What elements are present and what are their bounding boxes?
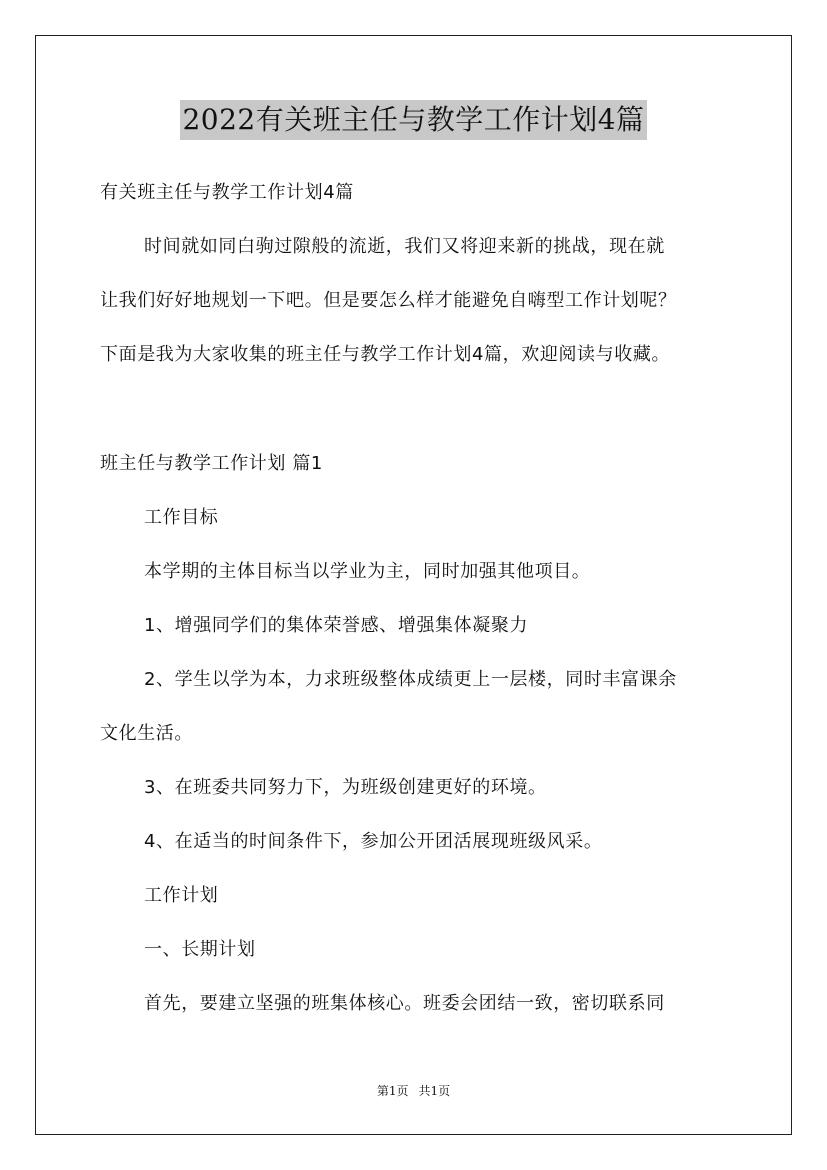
document-title: 2022有关班主任与教学工作计划4篇 — [180, 100, 646, 140]
intro-line-2: 让我们好好地规划一下吧。但是要怎么样才能避免自嗨型工作计划呢？ — [100, 290, 677, 311]
body-line-work-goal: 工作目标 — [144, 507, 219, 528]
body-line-main-goal: 本学期的主体目标当以学业为主，同时加强其他项目。 — [144, 561, 591, 582]
body-line-item-4: 4、在适当的时间条件下，参加公开团活展现班级风采。 — [144, 831, 603, 852]
document-subtitle: 有关班主任与教学工作计划4篇 — [100, 182, 354, 203]
intro-line-3: 下面是我为大家收集的班主任与教学工作计划4篇，欢迎阅读与收藏。 — [100, 344, 671, 365]
body-line-item-3: 3、在班委共同努力下，为班级创建更好的环境。 — [144, 777, 547, 798]
section-heading: 班主任与教学工作计划 篇1 — [100, 453, 323, 474]
body-line-long-term: 一、长期计划 — [144, 939, 256, 960]
body-line-item-2: 2、学生以学为本，力求班级整体成绩更上一层楼，同时丰富课余 — [144, 669, 677, 690]
body-line-work-plan: 工作计划 — [144, 885, 219, 906]
body-line-item-1: 1、增强同学们的集体荣誉感、增强集体凝聚力 — [144, 615, 529, 636]
footer-page-total: 共1页 — [418, 1084, 451, 1098]
body-line-first: 首先，要建立坚强的班集体核心。班委会团结一致，密切联系同 — [144, 993, 665, 1014]
intro-line-1: 时间就如同白驹过隙般的流逝，我们又将迎来新的挑战，现在就 — [144, 236, 665, 257]
body-line-item-2-cont: 文化生活。 — [100, 723, 193, 744]
page-footer — [0, 1083, 827, 1099]
footer-page-current: 第1页 — [376, 1084, 409, 1098]
title-container — [0, 100, 827, 140]
